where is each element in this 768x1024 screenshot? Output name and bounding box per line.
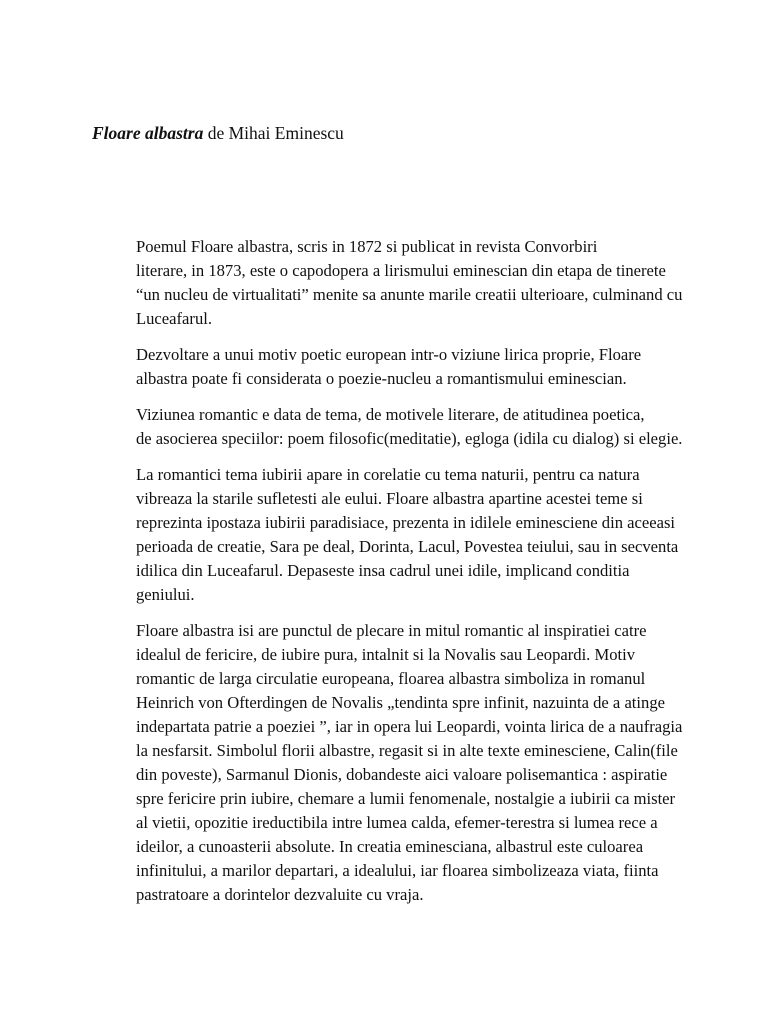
text-line: literare, in 1873, este o capodopera a lirismului eminescian din etapa de tinerete [136,261,666,280]
text-line: ideilor, a cunoasterii absolute. In creatia eminesciana, albastrul este culoarea [136,837,644,856]
text-line: idilica din Luceafarul. Depaseste insa cadrul unei idile, implicand conditia [136,561,630,580]
paragraph-1 [92,235,682,331]
text-line: reprezinta ipostaza iubirii paradisiace, prezenta in idilele eminesciene din aceeasi [136,513,676,532]
text-line: de asocierea speciilor: poem filosofic(meditatie), egloga (idila cu dialog) si elegie. [136,429,683,448]
paragraph-3 [92,403,682,451]
paragraph-5 [92,619,682,907]
document-body [92,235,682,919]
text-line: vibreaza la starile sufletesti ale eului. Floare albastra apartine acestei teme si [136,489,643,508]
text-line: romantic de larga circulatie europeana, floarea albastra simboliza in romanul [136,669,646,688]
text-line: Luceafarul. [136,309,213,328]
title-poem-name: Floare albastra [92,123,204,143]
text-line: spre fericire prin iubire, chemare a lumii fenomenale, nostalgie a iubirii ca mister [136,789,676,808]
document-title [92,121,344,145]
text-line: “un nucleu de virtualitati” menite sa anunte marile creatii ulterioare, culminand cu [136,285,683,304]
text-line: din poveste), Sarmanul Dionis, dobandeste aici valoare polisemantica : aspiratie [136,765,668,784]
paragraph-4 [92,463,682,607]
text-line: Dezvoltare a unui motiv poetic european intr-o viziune lirica proprie, Floare [136,345,642,364]
text-line: perioada de creatie, Sara pe deal, Dorinta, Lacul, Povestea teiului, sau in secventa [136,537,679,556]
text-line: Viziunea romantic e data de tema, de motivele literare, de atitudinea poetica, [136,405,645,424]
text-line: pastratoare a dorintelor dezvaluite cu vraja. [136,885,424,904]
text-line: la nesfarsit. Simbolul florii albastre, regasit si in alte texte eminesciene, Calin(file [136,741,678,760]
text-line: idealul de fericire, de iubire pura, intalnit si la Novalis sau Leopardi. Motiv [136,645,636,664]
text-line: albastra poate fi considerata o poezie-nucleu a romantismului eminescian. [136,369,627,388]
text-line: Poemul Floare albastra, scris in 1872 si publicat in revista Convorbiri [136,237,598,256]
text-line: La romantici tema iubirii apare in corelatie cu tema naturii, pentru ca natura [136,465,640,484]
text-line: al vietii, opozitie ireductibila intre lumea calda, efemer-terestra si lumea rece a [136,813,658,832]
paragraph-2 [92,343,682,391]
text-line: geniului. [136,585,195,604]
text-line: Floare albastra isi are punctul de plecare in mitul romantic al inspiratiei catre [136,621,647,640]
title-author: de Mihai Eminescu [203,123,344,143]
text-line: Heinrich von Ofterdingen de Novalis „tendinta spre infinit, nazuinta de a atinge [136,693,665,712]
text-line: indepartata patrie a poeziei ”, iar in opera lui Leopardi, vointa lirica de a naufragia [136,717,683,736]
text-line: infinitului, a marilor departari, a idealului, iar floarea simbolizeaza viata, fiinta [136,861,659,880]
